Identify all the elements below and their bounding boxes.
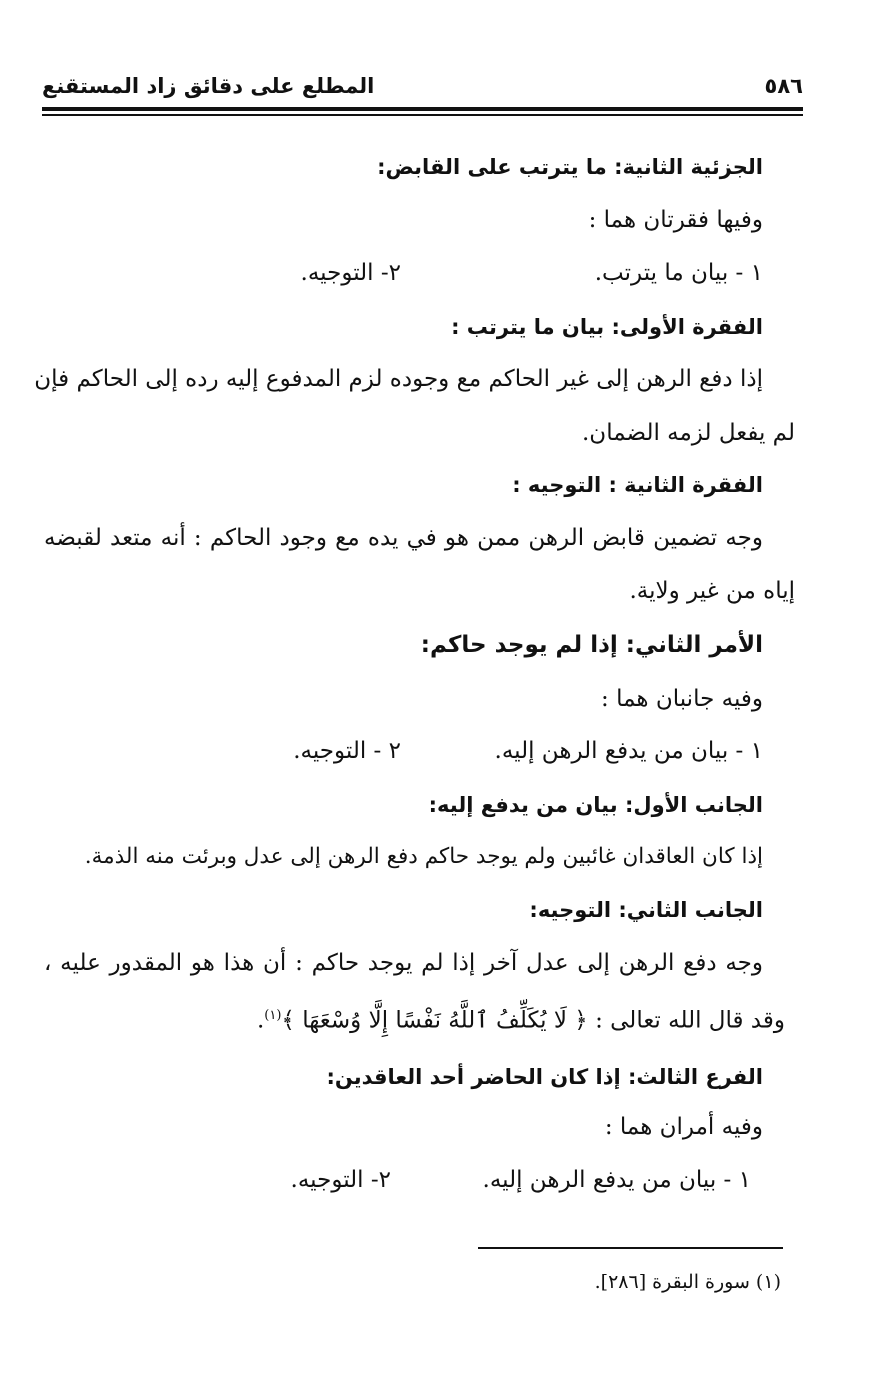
paragraph-line: إياه من غير ولاية. [629,578,795,604]
paragraph-line: وجه تضمين قابض الرهن ممن هو في يده مع وجود الحاكم : أنه متعد لقبضه [44,525,763,551]
verse-intro: وقد قال الله تعالى : [595,1007,785,1034]
footnote: (١) سورة البقرة [٢٨٦]. [594,1271,781,1293]
paragraph-line: وفيه جانبان هما : [601,686,763,712]
paragraph-line: إذا دفع الرهن إلى غير الحاكم مع وجوده لزم المدفوع إليه رده إلى الحاكم فإن [34,366,763,392]
paragraph-line: وجه دفع الرهن إلى عدل آخر إذا لم يوجد حاكم : أن هذا هو المقدور عليه ، [44,950,763,976]
header-rule-thin [42,114,803,116]
list-item: ٢- التوجيه. [300,260,401,286]
running-header [42,68,803,108]
header-rule-thick [42,107,803,111]
paragraph-line: وفيها فقرتان هما : [588,207,763,233]
list-item: ١ - بيان ما يترتب. [594,260,763,286]
paragraph-line: وفيه أمران هما : [604,1114,763,1140]
paragraph-line: لم يفعل لزمه الضمان. [582,420,795,446]
quran-verse: ﴿ لَا يُكَلِّفُ ٱللَّهُ نَفْسًا إِلَّا وُسْعَهَا ﴾ [281,1007,588,1034]
subsection-heading: الجانب الثاني: التوجيه: [529,898,763,922]
list-item: ٢ - التوجيه. [293,738,401,764]
footnote-separator [478,1247,783,1249]
subsection-heading: الفقرة الأولى: بيان ما يترتب : [451,315,763,339]
book-title: المطلع على دقائق زاد المستقنع [42,74,375,98]
list-item: ١ - بيان من يدفع الرهن إليه. [494,738,763,764]
quran-verse-line [257,999,785,1038]
section-heading: الأمر الثاني: إذا لم يوجد حاكم: [420,632,763,658]
section-heading: الجزئية الثانية: ما يترتب على القابض: [377,155,763,179]
verse-end: . [256,1007,265,1034]
subsection-heading: الفقرة الثانية : التوجيه : [512,473,763,497]
page-number: ٥٨٦ [764,74,803,98]
list-item: ٢- التوجيه. [290,1167,391,1193]
paragraph-line: إذا كان العاقدان غائبين ولم يوجد حاكم دفع الرهن إلى عدل وبرئت منه الذمة. [84,844,763,869]
subsection-heading: الجانب الأول: بيان من يدفع إليه: [428,793,763,817]
section-heading: الفرع الثالث: إذا كان الحاضر أحد العاقدين: [326,1065,763,1089]
list-item: ١ - بيان من يدفع الرهن إليه. [482,1167,751,1193]
footnote-ref: (١) [264,1008,282,1023]
